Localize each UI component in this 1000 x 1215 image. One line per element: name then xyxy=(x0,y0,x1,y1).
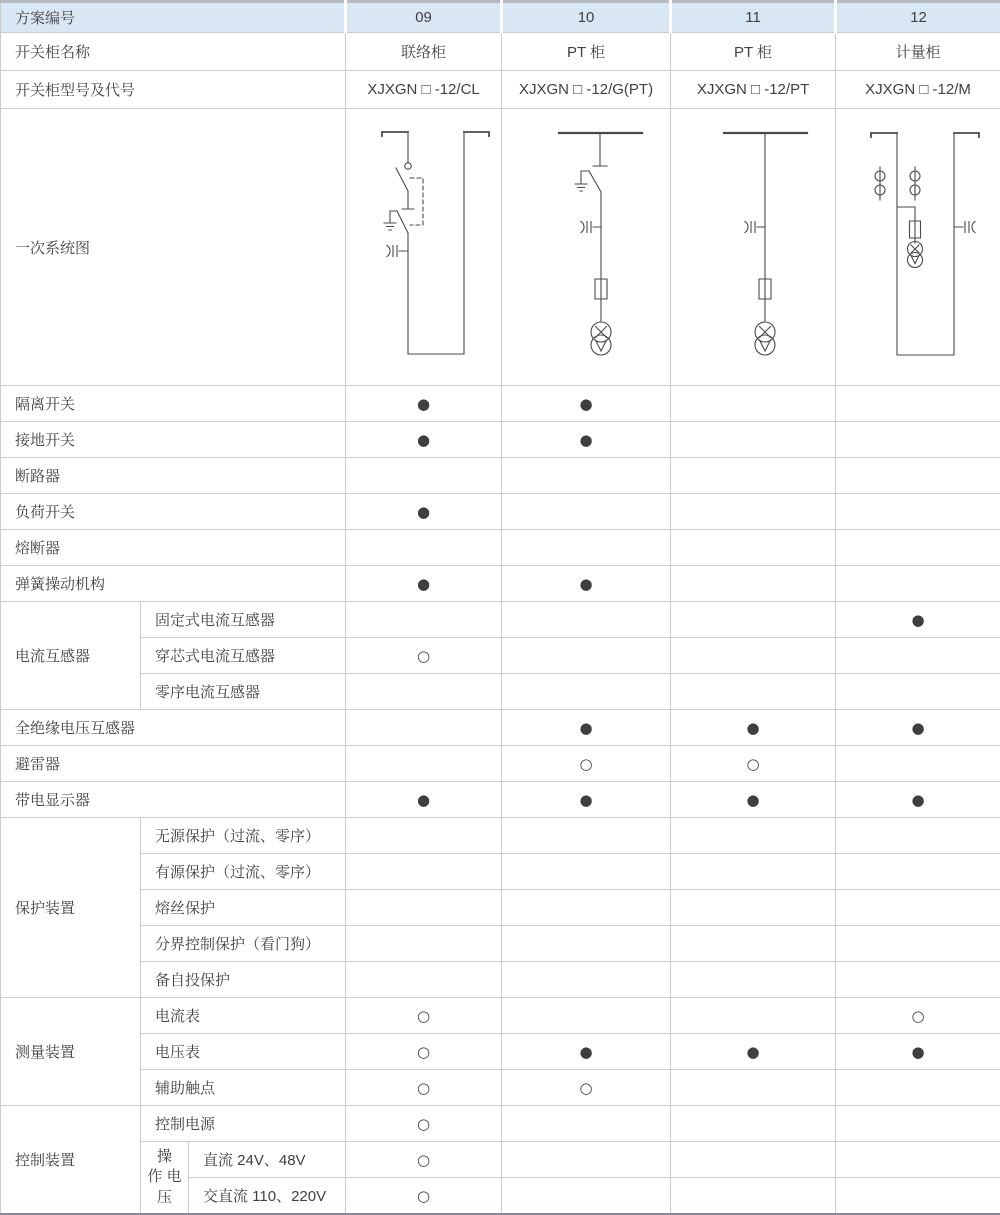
mark-cell: ○ xyxy=(346,1034,502,1070)
mark-cell xyxy=(502,1178,671,1215)
mark-cell: ● xyxy=(671,782,836,818)
single-line-diagram-label: 一次系统图 xyxy=(1,109,346,386)
row-label: 直流 24V、48V xyxy=(189,1142,346,1178)
mark-cell: ● xyxy=(502,422,671,458)
mark-cell xyxy=(671,1070,836,1106)
mark-cell: ● xyxy=(671,1034,836,1070)
table-row xyxy=(1,1106,1000,1142)
row-label: 接地开关 xyxy=(1,422,346,458)
mark-cell: ○ xyxy=(346,1142,502,1178)
group-label-protection: 保护装置 xyxy=(1,818,141,998)
cabinet-name-09: 联络柜 xyxy=(346,33,502,71)
group-label-operating-voltage: 操作 电压 xyxy=(141,1142,189,1215)
row-label: 无源保护（过流、零序） xyxy=(141,818,346,854)
mark-cell xyxy=(671,566,836,602)
mark-cell xyxy=(346,602,502,638)
mark-cell xyxy=(502,458,671,494)
table-row xyxy=(1,998,1000,1034)
mark-cell xyxy=(671,602,836,638)
row-label: 负荷开关 xyxy=(1,494,346,530)
mark-cell xyxy=(502,1106,671,1142)
mark-cell xyxy=(671,890,836,926)
mark-cell: ○ xyxy=(346,1106,502,1142)
mark-cell xyxy=(671,998,836,1034)
mark-cell xyxy=(671,386,836,422)
table-row xyxy=(1,1070,1000,1106)
mark-cell: ○ xyxy=(346,998,502,1034)
pt-cabinet-with-earthing-switch-diagram xyxy=(502,111,671,383)
mark-cell xyxy=(346,854,502,890)
mark-cell xyxy=(836,962,1000,998)
diagram-cell-09 xyxy=(346,109,502,386)
row-label: 电流表 xyxy=(141,998,346,1034)
tie-cabinet-single-line-diagram xyxy=(346,111,502,383)
mark-cell xyxy=(346,890,502,926)
row-label: 控制电源 xyxy=(141,1106,346,1142)
mark-cell: ● xyxy=(836,1034,1000,1070)
table-row xyxy=(1,602,1000,638)
mark-cell xyxy=(671,818,836,854)
row-label: 固定式电流互感器 xyxy=(141,602,346,638)
table-row xyxy=(1,710,1000,746)
group-label-control: 控制装置 xyxy=(1,1106,141,1215)
diagram-cell-10 xyxy=(502,109,671,386)
mark-cell xyxy=(502,998,671,1034)
mark-cell: ● xyxy=(502,782,671,818)
mark-cell xyxy=(502,602,671,638)
mark-cell: ○ xyxy=(346,1178,502,1215)
mark-cell xyxy=(836,422,1000,458)
mark-cell xyxy=(836,890,1000,926)
table-row xyxy=(1,962,1000,998)
table-row xyxy=(1,1034,1000,1070)
cabinet-name-row xyxy=(1,33,1000,71)
cabinet-name-10: PT 柜 xyxy=(502,33,671,71)
mark-cell xyxy=(502,854,671,890)
mark-cell xyxy=(671,854,836,890)
mark-cell xyxy=(346,458,502,494)
table-row xyxy=(1,494,1000,530)
table-row xyxy=(1,818,1000,854)
mark-cell xyxy=(346,818,502,854)
row-label: 全绝缘电压互感器 xyxy=(1,710,346,746)
table-row xyxy=(1,746,1000,782)
row-label: 穿芯式电流互感器 xyxy=(141,638,346,674)
mark-cell: ○ xyxy=(502,1070,671,1106)
mark-cell xyxy=(502,1142,671,1178)
table-row xyxy=(1,566,1000,602)
mark-cell xyxy=(671,494,836,530)
row-label: 弹簧操动机构 xyxy=(1,566,346,602)
mark-cell xyxy=(671,458,836,494)
row-label: 断路器 xyxy=(1,458,346,494)
mark-cell: ● xyxy=(836,782,1000,818)
header-scheme-number-label: 方案编号 xyxy=(1,2,346,33)
mark-cell xyxy=(836,854,1000,890)
mark-cell xyxy=(671,530,836,566)
row-label: 零序电流互感器 xyxy=(141,674,346,710)
mark-cell: ● xyxy=(671,710,836,746)
table-row xyxy=(1,638,1000,674)
mark-cell xyxy=(502,962,671,998)
diagram-cell-12 xyxy=(836,109,1000,386)
mark-cell xyxy=(836,818,1000,854)
group-label-measurement: 测量装置 xyxy=(1,998,141,1106)
mark-cell: ○ xyxy=(836,998,1000,1034)
metering-cabinet-diagram xyxy=(837,111,1000,383)
mark-cell xyxy=(502,890,671,926)
mark-cell xyxy=(836,1106,1000,1142)
mark-cell: ○ xyxy=(671,746,836,782)
mark-cell xyxy=(671,1106,836,1142)
mark-cell: ● xyxy=(502,710,671,746)
mark-cell xyxy=(502,638,671,674)
mark-cell: ○ xyxy=(346,1070,502,1106)
mark-cell xyxy=(671,1178,836,1215)
mark-cell xyxy=(836,494,1000,530)
scheme-10-header: 10 xyxy=(502,2,671,33)
cabinet-model-row xyxy=(1,71,1000,109)
mark-cell: ● xyxy=(502,566,671,602)
mark-cell: ● xyxy=(502,1034,671,1070)
mark-cell xyxy=(671,674,836,710)
table-row xyxy=(1,890,1000,926)
diagram-cell-11 xyxy=(671,109,836,386)
scheme-11-header: 11 xyxy=(671,2,836,33)
mark-cell xyxy=(346,926,502,962)
table-row xyxy=(1,926,1000,962)
mark-cell xyxy=(502,530,671,566)
mark-cell xyxy=(671,1142,836,1178)
mark-cell xyxy=(671,638,836,674)
table-row xyxy=(1,386,1000,422)
table-row xyxy=(1,854,1000,890)
cabinet-model-10: XJXGN □ -12/G(PT) xyxy=(502,71,671,109)
mark-cell xyxy=(502,818,671,854)
row-label: 熔断器 xyxy=(1,530,346,566)
cabinet-name-11: PT 柜 xyxy=(671,33,836,71)
mark-cell xyxy=(671,422,836,458)
group-label-current-transformer: 电流互感器 xyxy=(1,602,141,710)
mark-cell xyxy=(836,386,1000,422)
mark-cell xyxy=(346,962,502,998)
mark-cell: ○ xyxy=(346,638,502,674)
cabinet-model-09: XJXGN □ -12/CL xyxy=(346,71,502,109)
mark-cell xyxy=(836,638,1000,674)
mark-cell: ● xyxy=(502,386,671,422)
cabinet-name-12: 计量柜 xyxy=(836,33,1000,71)
row-label: 避雷器 xyxy=(1,746,346,782)
mark-cell xyxy=(502,926,671,962)
mark-cell xyxy=(836,1178,1000,1215)
table-header-row xyxy=(1,2,1000,33)
cabinet-model-12: XJXGN □ -12/M xyxy=(836,71,1000,109)
mark-cell xyxy=(671,926,836,962)
mark-cell xyxy=(836,746,1000,782)
row-label: 熔丝保护 xyxy=(141,890,346,926)
mark-cell xyxy=(836,1142,1000,1178)
mark-cell xyxy=(346,710,502,746)
table-row xyxy=(1,530,1000,566)
mark-cell xyxy=(836,674,1000,710)
mark-cell: ● xyxy=(346,422,502,458)
table-row xyxy=(1,458,1000,494)
mark-cell: ● xyxy=(836,602,1000,638)
mark-cell: ● xyxy=(346,566,502,602)
row-label: 备自投保护 xyxy=(141,962,346,998)
mark-cell xyxy=(346,674,502,710)
table-row xyxy=(1,782,1000,818)
row-label: 交直流 110、220V xyxy=(189,1178,346,1215)
mark-cell xyxy=(346,530,502,566)
row-label: 辅助触点 xyxy=(141,1070,346,1106)
mark-cell: ○ xyxy=(502,746,671,782)
mark-cell: ● xyxy=(346,386,502,422)
mark-cell xyxy=(502,494,671,530)
mark-cell xyxy=(502,674,671,710)
pt-cabinet-diagram xyxy=(671,111,836,383)
mark-cell: ● xyxy=(346,494,502,530)
row-label: 带电显示器 xyxy=(1,782,346,818)
cabinet-name-label: 开关柜名称 xyxy=(1,33,346,71)
row-label: 有源保护（过流、零序） xyxy=(141,854,346,890)
scheme-09-header: 09 xyxy=(346,2,502,33)
mark-cell xyxy=(836,566,1000,602)
mark-cell xyxy=(346,746,502,782)
mark-cell: ● xyxy=(346,782,502,818)
mark-cell xyxy=(836,530,1000,566)
mark-cell xyxy=(836,1070,1000,1106)
table-row xyxy=(1,422,1000,458)
cabinet-model-11: XJXGN □ -12/PT xyxy=(671,71,836,109)
table-row xyxy=(1,1142,1000,1178)
single-line-diagram-row xyxy=(1,109,1000,386)
cabinet-model-label: 开关柜型号及代号 xyxy=(1,71,346,109)
mark-cell xyxy=(836,458,1000,494)
row-label: 隔离开关 xyxy=(1,386,346,422)
row-label: 分界控制保护（看门狗） xyxy=(141,926,346,962)
row-label: 电压表 xyxy=(141,1034,346,1070)
scheme-12-header: 12 xyxy=(836,2,1000,33)
table-row xyxy=(1,674,1000,710)
mark-cell: ● xyxy=(836,710,1000,746)
mark-cell xyxy=(671,962,836,998)
mark-cell xyxy=(836,926,1000,962)
